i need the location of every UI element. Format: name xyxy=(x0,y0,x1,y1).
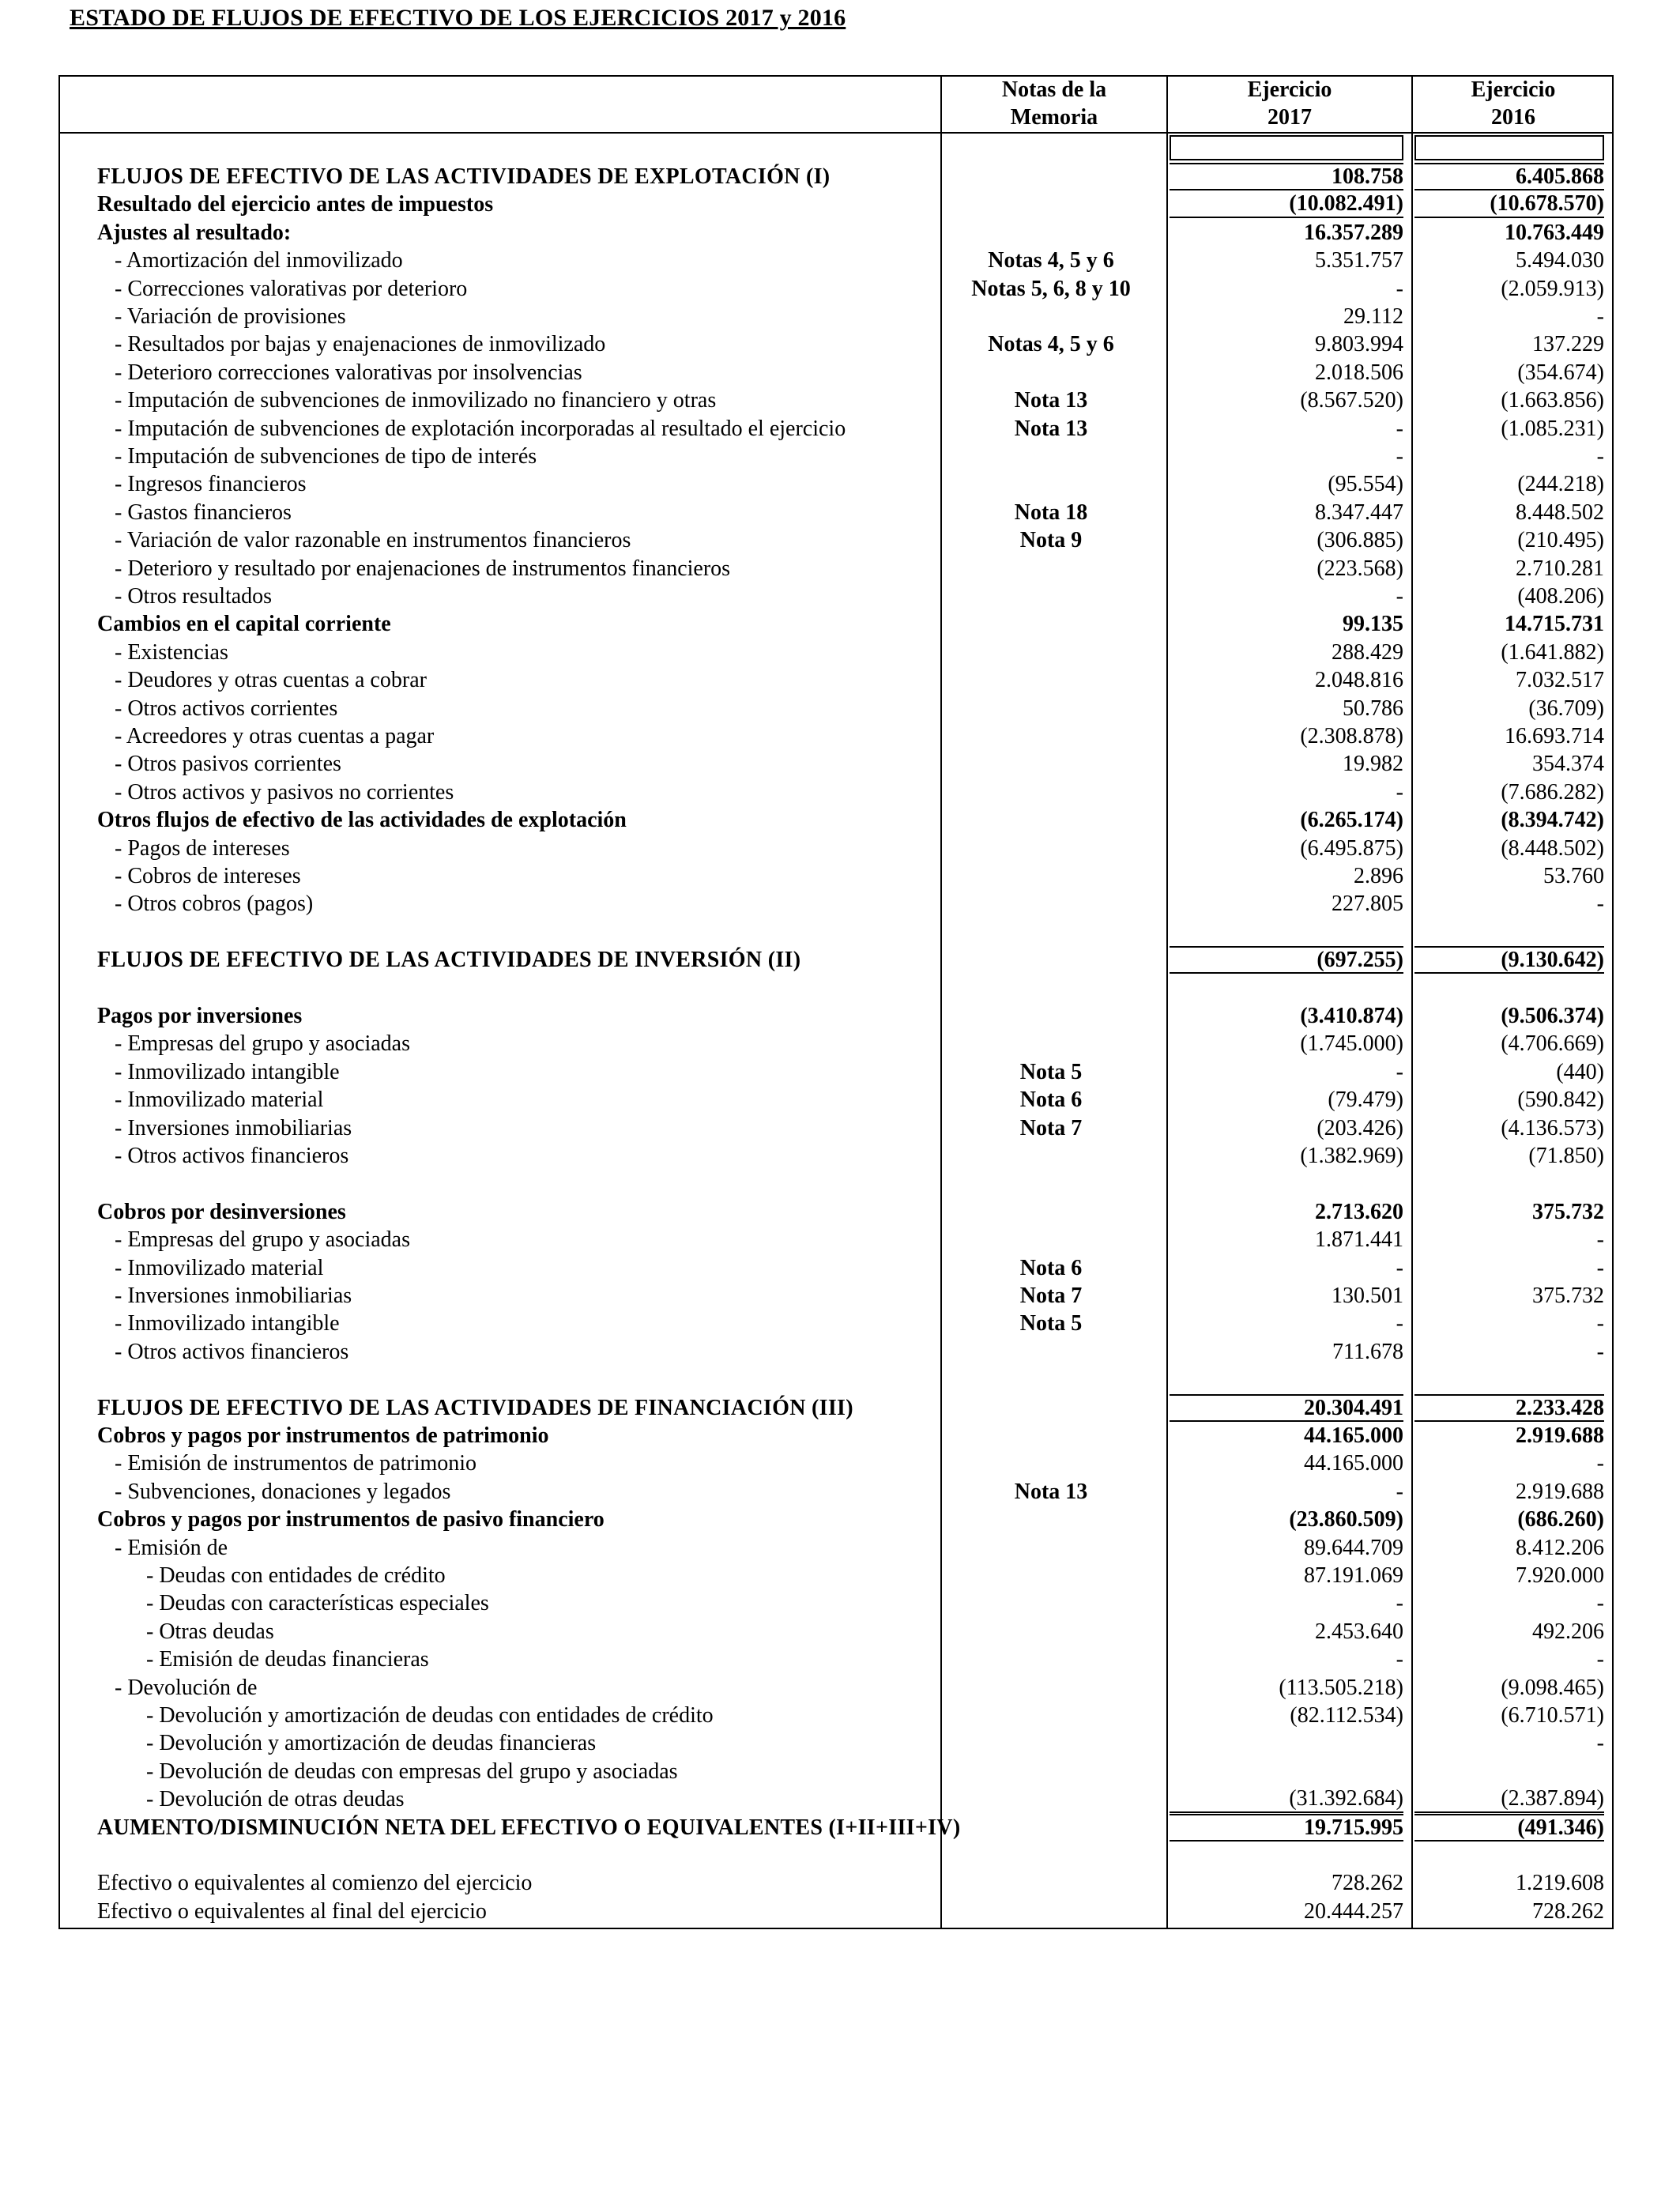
row-value-2016: 1.219.608 xyxy=(1516,1871,1604,1896)
row-note: Notas 4, 5 y 6 xyxy=(988,248,1114,273)
row-label: - Subvenciones, donaciones y legados xyxy=(115,1479,451,1504)
table-row xyxy=(0,1646,1680,1673)
row-value-2016: (8.394.742) xyxy=(1501,808,1604,833)
table-row xyxy=(0,1338,1680,1366)
section-total-row xyxy=(0,946,1680,974)
row-label: - Emisión de deudas financieras xyxy=(146,1647,429,1672)
row-label: - Deudores y otras cuentas a cobrar xyxy=(115,668,427,693)
row-value-2016: (590.842) xyxy=(1517,1088,1604,1113)
row-note: Nota 18 xyxy=(1014,499,1088,525)
table-row xyxy=(0,303,1680,330)
table-row xyxy=(0,247,1680,274)
table-row xyxy=(0,1506,1680,1533)
row-value-2016: (6.710.571) xyxy=(1501,1703,1604,1728)
row-label: - Otros activos corrientes xyxy=(115,696,338,721)
row-label: - Otros activos financieros xyxy=(115,1144,349,1168)
row-value-2016: (2.387.894) xyxy=(1414,1785,1604,1813)
row-value-2017: (6.265.174) xyxy=(1300,808,1403,833)
row-label: Efectivo o equivalentes al comienzo del ejercicio xyxy=(97,1871,533,1896)
table-row xyxy=(0,862,1680,890)
row-label: - Cobros de intereses xyxy=(115,864,301,888)
row-label: - Otras deudas xyxy=(146,1619,274,1644)
row-value-2017: - xyxy=(1396,779,1403,805)
row-value-2017: (697.255) xyxy=(1170,946,1403,974)
row-value-2017: (113.505.218) xyxy=(1279,1675,1403,1700)
table-row xyxy=(0,835,1680,862)
row-value-2016: (491.346) xyxy=(1414,1814,1604,1842)
table-row xyxy=(0,695,1680,722)
row-label: Cobros y pagos por instrumentos de pasivo financiero xyxy=(97,1507,605,1532)
row-value-2017: (3.410.874) xyxy=(1300,1004,1403,1028)
row-value-2016: 2.919.688 xyxy=(1516,1423,1604,1448)
table-row xyxy=(0,219,1680,247)
row-label: - Inmovilizado intangible xyxy=(115,1059,340,1084)
table-row xyxy=(0,1422,1680,1449)
row-label: Efectivo o equivalentes al final del ejercicio xyxy=(97,1898,487,1924)
row-value-2017: - xyxy=(1396,444,1403,469)
row-label: - Otros activos financieros xyxy=(115,1339,349,1364)
table-row xyxy=(0,1310,1680,1337)
row-value-2016: - xyxy=(1596,1311,1604,1336)
row-value-2017: 2.018.506 xyxy=(1315,360,1403,385)
row-value-2016: 2.919.688 xyxy=(1516,1479,1604,1504)
row-value-2017: - xyxy=(1396,1479,1403,1504)
row-value-2017: 9.803.994 xyxy=(1315,332,1403,357)
row-label: Cambios en el capital corriente xyxy=(97,612,391,637)
row-label: - Devolución y amortización de deudas con entidades de crédito xyxy=(146,1703,714,1728)
row-value-2017: 1.871.441 xyxy=(1315,1227,1403,1253)
row-label: - Variación de valor razonable en instrumentos financieros xyxy=(115,528,631,553)
row-value-2016: (2.059.913) xyxy=(1501,276,1604,301)
row-value-2017: (2.308.878) xyxy=(1300,724,1403,748)
row-value-2016: (210.495) xyxy=(1517,528,1604,553)
row-value-2016: 16.693.714 xyxy=(1505,724,1604,748)
row-value-2017: (6.495.875) xyxy=(1300,835,1403,861)
header-2016-line2: 2016 xyxy=(1491,105,1535,130)
row-value-2016: - xyxy=(1596,1339,1604,1364)
row-value-2016: - xyxy=(1596,1731,1604,1756)
row-value-2017: 8.347.447 xyxy=(1315,499,1403,525)
row-label: Cobros por desinversiones xyxy=(97,1199,346,1224)
table-row xyxy=(0,1449,1680,1477)
table-row xyxy=(0,639,1680,666)
row-value-2017: 2.896 xyxy=(1354,864,1403,888)
row-value-2016: 728.262 xyxy=(1532,1898,1604,1924)
row-label: - Deterioro y resultado por enajenaciones de instrumentos financieros xyxy=(115,556,731,581)
row-value-2016: - xyxy=(1596,1647,1604,1672)
row-value-2016: 492.206 xyxy=(1532,1619,1604,1644)
table-row xyxy=(0,1562,1680,1589)
table-row xyxy=(0,275,1680,303)
row-note: Nota 9 xyxy=(1019,528,1083,553)
row-value-2017: (8.567.520) xyxy=(1300,388,1403,413)
row-label: - Gastos financieros xyxy=(115,499,292,525)
row-value-2016: 354.374 xyxy=(1532,752,1604,777)
row-value-2017: 288.429 xyxy=(1332,639,1403,665)
row-value-2016: 2.710.281 xyxy=(1516,556,1604,581)
row-label: - Inmovilizado intangible xyxy=(115,1311,340,1336)
row-label: - Imputación de subvenciones de inmovilizado no financiero y otras xyxy=(115,388,717,413)
header-spacer-2017 xyxy=(1170,135,1403,160)
table-row xyxy=(0,330,1680,358)
table-row xyxy=(0,526,1680,554)
row-value-2017: 16.357.289 xyxy=(1304,220,1403,245)
table-row xyxy=(0,1198,1680,1226)
row-value-2016: (354.674) xyxy=(1517,360,1604,385)
header-notes-line1: Notas de la xyxy=(1001,77,1107,102)
row-label: - Imputación de subvenciones de explotación incorporadas al resultado el ejercicio xyxy=(115,416,846,441)
row-value-2016: (1.663.856) xyxy=(1501,388,1604,413)
table-row xyxy=(0,359,1680,386)
header-notes xyxy=(942,76,1166,131)
row-value-2016: - xyxy=(1596,1591,1604,1616)
row-label: - Resultados por bajas y enajenaciones de inmovilizado xyxy=(115,332,606,357)
table-row xyxy=(0,555,1680,582)
row-value-2016: (7.686.282) xyxy=(1501,779,1604,805)
row-value-2016: 8.412.206 xyxy=(1516,1535,1604,1560)
table-row xyxy=(0,1086,1680,1114)
table-row xyxy=(0,1254,1680,1282)
row-value-2017: 711.678 xyxy=(1332,1339,1403,1364)
row-value-2017: - xyxy=(1396,276,1403,301)
row-value-2016: 7.032.517 xyxy=(1516,668,1604,693)
row-note: Nota 5 xyxy=(1019,1311,1083,1336)
row-label: - Otros resultados xyxy=(115,584,273,609)
table-row xyxy=(0,1478,1680,1506)
row-label: - Devolución de deudas con empresas del grupo y asociadas xyxy=(146,1759,678,1784)
row-value-2016: (1.085.231) xyxy=(1501,416,1604,441)
table-row xyxy=(0,415,1680,443)
row-label: FLUJOS DE EFECTIVO DE LAS ACTIVIDADES DE EXPLOTACIÓN (I) xyxy=(97,164,831,189)
row-value-2017: - xyxy=(1396,1059,1403,1084)
row-label: - Deterioro correcciones valorativas por insolvencias xyxy=(115,360,582,385)
table-row xyxy=(0,386,1680,414)
section-total-row xyxy=(0,163,1680,190)
row-value-2016: (36.709) xyxy=(1528,696,1604,721)
table-row xyxy=(0,1785,1680,1813)
row-note: Notas 5, 6, 8 y 10 xyxy=(971,276,1131,301)
row-value-2016: 137.229 xyxy=(1532,332,1604,357)
row-value-2017: - xyxy=(1396,416,1403,441)
row-value-2017: (10.082.491) xyxy=(1170,190,1403,218)
row-label: - Empresas del grupo y asociadas xyxy=(115,1031,410,1057)
row-value-2017: 89.644.709 xyxy=(1304,1535,1403,1560)
table-row xyxy=(0,1114,1680,1142)
blank-row xyxy=(0,1170,1680,1197)
row-value-2017: - xyxy=(1396,1311,1403,1336)
row-value-2017: - xyxy=(1396,1591,1403,1616)
table-row xyxy=(0,582,1680,610)
row-label: - Emisión de instrumentos de patrimonio xyxy=(115,1451,477,1476)
row-value-2017: 2.453.640 xyxy=(1315,1619,1403,1644)
header-notes-line2: Memoria xyxy=(1010,105,1098,130)
row-label: - Inmovilizado material xyxy=(115,1255,324,1280)
table-row xyxy=(0,890,1680,918)
table-row xyxy=(0,1282,1680,1310)
row-value-2017: (203.426) xyxy=(1317,1115,1403,1140)
row-value-2017: 108.758 xyxy=(1170,163,1403,190)
row-value-2017: - xyxy=(1396,1255,1403,1280)
table-row xyxy=(0,1898,1680,1925)
row-note: Nota 6 xyxy=(1019,1088,1083,1113)
row-label: FLUJOS DE EFECTIVO DE LAS ACTIVIDADES DE FINANCIACIÓN (III) xyxy=(97,1395,853,1420)
row-value-2016: 2.233.428 xyxy=(1414,1394,1604,1422)
table-row xyxy=(0,666,1680,694)
table-row xyxy=(0,1058,1680,1086)
row-label: Otros flujos de efectivo de las actividades de explotación xyxy=(97,808,627,833)
document-title: ESTADO DE FLUJOS DE EFECTIVO DE LOS EJERCICIOS 2017 y 2016 xyxy=(70,5,846,31)
header-2017-line2: 2017 xyxy=(1268,105,1312,130)
table-row xyxy=(0,470,1680,498)
row-label: Cobros y pagos por instrumentos de patrimonio xyxy=(97,1423,549,1448)
table-row xyxy=(0,1142,1680,1170)
blank-row xyxy=(0,918,1680,946)
row-value-2017: 227.805 xyxy=(1332,892,1403,917)
row-value-2017: (31.392.684) xyxy=(1170,1785,1403,1813)
table-row xyxy=(0,1618,1680,1646)
row-value-2016: (71.850) xyxy=(1528,1144,1604,1168)
table-row xyxy=(0,1534,1680,1562)
row-label: Resultado del ejercicio antes de impuestos xyxy=(97,192,494,217)
row-value-2016: (440) xyxy=(1556,1059,1604,1084)
row-note: Nota 13 xyxy=(1014,416,1088,441)
table-row xyxy=(0,1758,1680,1785)
table-row xyxy=(0,1869,1680,1897)
row-note: Nota 13 xyxy=(1014,388,1088,413)
row-note: Notas 4, 5 y 6 xyxy=(988,332,1114,357)
table-row xyxy=(0,778,1680,806)
row-value-2016: 7.920.000 xyxy=(1516,1563,1604,1588)
row-value-2016: 53.760 xyxy=(1543,864,1604,888)
row-value-2016: (686.260) xyxy=(1517,1507,1604,1532)
blank-row xyxy=(0,1366,1680,1393)
row-value-2016: - xyxy=(1596,304,1604,329)
header-spacer-2016 xyxy=(1414,135,1604,160)
row-note: Nota 7 xyxy=(1019,1115,1083,1140)
row-value-2016: (244.218) xyxy=(1517,472,1604,497)
table-row xyxy=(0,190,1680,218)
section-total-row xyxy=(0,1814,1680,1842)
row-value-2016: (8.448.502) xyxy=(1501,835,1604,861)
row-value-2017: (95.554) xyxy=(1328,472,1403,497)
row-value-2016: (9.506.374) xyxy=(1501,1004,1604,1028)
row-value-2016: (9.130.642) xyxy=(1414,946,1604,974)
row-value-2017: 19.982 xyxy=(1343,752,1403,777)
row-value-2016: (408.206) xyxy=(1517,584,1604,609)
row-value-2017: (79.479) xyxy=(1328,1088,1403,1113)
row-value-2017: 44.165.000 xyxy=(1304,1423,1403,1448)
row-value-2017: 50.786 xyxy=(1343,696,1403,721)
row-value-2016: 10.763.449 xyxy=(1505,220,1604,245)
row-label: - Deudas con características especiales xyxy=(146,1591,489,1616)
row-label: Ajustes al resultado: xyxy=(97,220,292,245)
row-value-2017: 20.304.491 xyxy=(1170,1394,1403,1422)
table-row xyxy=(0,1674,1680,1702)
row-value-2016: (4.706.669) xyxy=(1501,1031,1604,1057)
row-note: Nota 7 xyxy=(1019,1284,1083,1308)
row-value-2016: - xyxy=(1596,1255,1604,1280)
section-total-row xyxy=(0,1394,1680,1422)
row-value-2016: 375.732 xyxy=(1532,1284,1604,1308)
row-value-2017: 5.351.757 xyxy=(1315,248,1403,273)
row-label: - Inversiones inmobiliarias xyxy=(115,1284,352,1308)
table-row xyxy=(0,750,1680,778)
row-note: Nota 5 xyxy=(1019,1059,1083,1084)
row-label: - Pagos de intereses xyxy=(115,835,290,861)
row-value-2017: (23.860.509) xyxy=(1289,1507,1403,1532)
row-value-2017: (82.112.534) xyxy=(1290,1703,1403,1728)
row-label: - Otros pasivos corrientes xyxy=(115,752,341,777)
header-2016 xyxy=(1413,76,1614,131)
row-value-2017: 19.715.995 xyxy=(1170,1814,1403,1842)
row-value-2016: 14.715.731 xyxy=(1505,612,1604,637)
row-label: - Otros cobros (pagos) xyxy=(115,892,314,917)
table-row xyxy=(0,499,1680,526)
row-value-2017: (306.885) xyxy=(1317,528,1403,553)
table-row xyxy=(0,1729,1680,1757)
row-value-2016: 375.732 xyxy=(1532,1199,1604,1224)
row-label: - Variación de provisiones xyxy=(115,304,346,329)
row-label: - Amortización del inmovilizado xyxy=(115,248,403,273)
row-value-2016: - xyxy=(1596,444,1604,469)
row-label: - Devolución y amortización de deudas financieras xyxy=(146,1731,597,1756)
table-row xyxy=(0,1226,1680,1253)
row-label: - Emisión de xyxy=(115,1535,228,1560)
row-label: - Devolución de xyxy=(115,1675,258,1700)
row-value-2017: (1.745.000) xyxy=(1300,1031,1403,1057)
row-label: AUMENTO/DISMINUCIÓN NETA DEL EFECTIVO O EQUIVALENTES (I+II+III+IV) xyxy=(97,1815,961,1840)
row-label: - Inmovilizado material xyxy=(115,1088,324,1113)
row-value-2016: - xyxy=(1596,892,1604,917)
row-note: Nota 6 xyxy=(1019,1255,1083,1280)
row-value-2016: 5.494.030 xyxy=(1516,248,1604,273)
row-value-2016: (4.136.573) xyxy=(1501,1115,1604,1140)
row-label: - Deudas con entidades de crédito xyxy=(146,1563,446,1588)
row-value-2016: 6.405.868 xyxy=(1414,163,1604,190)
row-value-2017: (1.382.969) xyxy=(1300,1144,1403,1168)
row-label: - Acreedores y otras cuentas a pagar xyxy=(115,724,435,748)
table-row xyxy=(0,1002,1680,1030)
row-value-2017: 99.135 xyxy=(1343,612,1403,637)
row-value-2017: (223.568) xyxy=(1317,556,1403,581)
table-row xyxy=(0,1589,1680,1617)
row-value-2017: 87.191.069 xyxy=(1304,1563,1403,1588)
table-row xyxy=(0,610,1680,638)
row-value-2016: - xyxy=(1596,1451,1604,1476)
row-label: - Existencias xyxy=(115,639,228,665)
blank-row xyxy=(0,974,1680,1002)
row-value-2016: (1.641.882) xyxy=(1501,639,1604,665)
row-label: Pagos por inversiones xyxy=(97,1004,303,1028)
row-label: - Otros activos y pasivos no corrientes xyxy=(115,779,454,805)
row-value-2016: (10.678.570) xyxy=(1414,190,1604,218)
blank-row xyxy=(0,1842,1680,1869)
row-label: FLUJOS DE EFECTIVO DE LAS ACTIVIDADES DE INVERSIÓN (II) xyxy=(97,948,801,973)
row-label: - Imputación de subvenciones de tipo de interés xyxy=(115,444,537,469)
table-row xyxy=(0,1030,1680,1057)
table-row xyxy=(0,806,1680,834)
table-row xyxy=(0,443,1680,470)
row-value-2016: - xyxy=(1596,1227,1604,1253)
row-value-2017: 29.112 xyxy=(1343,304,1403,329)
row-value-2017: 2.048.816 xyxy=(1315,668,1403,693)
row-note: Nota 13 xyxy=(1014,1479,1088,1504)
row-value-2017: 130.501 xyxy=(1332,1284,1403,1308)
row-value-2017: - xyxy=(1396,584,1403,609)
row-value-2017: 2.713.620 xyxy=(1315,1199,1403,1224)
row-label: - Correcciones valorativas por deterioro xyxy=(115,276,468,301)
row-value-2016: (9.098.465) xyxy=(1501,1675,1604,1700)
row-label: - Ingresos financieros xyxy=(115,472,307,497)
row-label: - Empresas del grupo y asociadas xyxy=(115,1227,410,1253)
row-value-2017: 728.262 xyxy=(1332,1871,1403,1896)
row-value-2017: 20.444.257 xyxy=(1304,1898,1403,1924)
row-value-2016: 8.448.502 xyxy=(1516,499,1604,525)
header-2017 xyxy=(1168,76,1411,131)
header-2017-line1: Ejercicio xyxy=(1247,77,1332,102)
row-label: - Devolución de otras deudas xyxy=(146,1787,405,1812)
header-2016-line1: Ejercicio xyxy=(1471,77,1556,102)
row-value-2017: - xyxy=(1396,1647,1403,1672)
header-divider xyxy=(58,132,1614,134)
row-value-2017: 44.165.000 xyxy=(1304,1451,1403,1476)
table-row xyxy=(0,1702,1680,1729)
table-row xyxy=(0,722,1680,750)
row-label: - Inversiones inmobiliarias xyxy=(115,1115,352,1140)
